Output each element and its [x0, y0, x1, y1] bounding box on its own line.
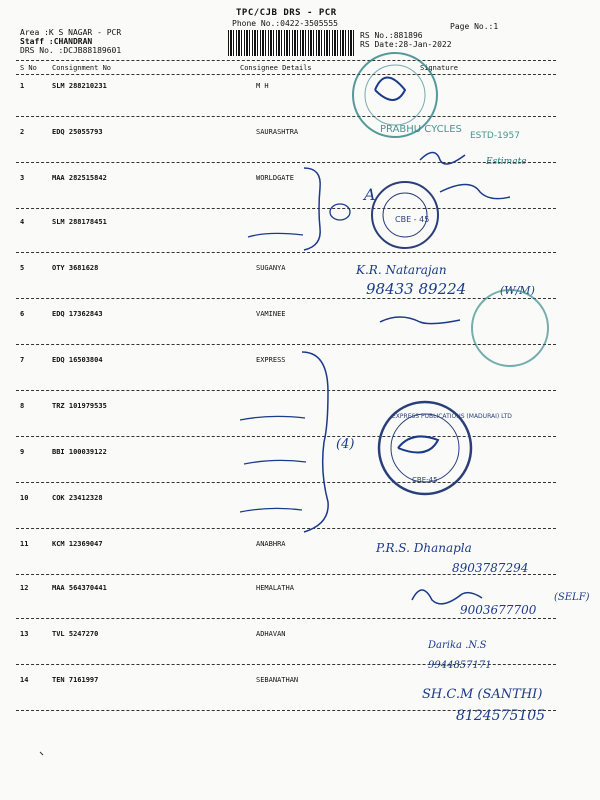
row-sno: 6 — [20, 310, 25, 318]
row8-dash-mark — [240, 416, 305, 420]
row-consignment-no: SLM 288178451 — [52, 218, 107, 226]
row-sno: 8 — [20, 402, 25, 410]
row-sno: 3 — [20, 174, 25, 182]
row-consignee: VAMINEE — [256, 310, 286, 318]
stamp4-text: EXPRESS PUBLICATIONS (MADURAI) LTD — [392, 413, 512, 420]
row-sno: 13 — [20, 630, 29, 638]
row-consignee: ANABHRA — [256, 540, 286, 548]
scan-speck — [40, 752, 43, 755]
row-consignee: WORLDGATE — [256, 174, 294, 182]
row-sno: 10 — [20, 494, 29, 502]
staff-label: Staff :CHANDRAN — [20, 37, 93, 46]
row3-signature — [440, 185, 510, 199]
row4-dash-mark — [248, 233, 303, 237]
row-consignment-no: EDQ 16503804 — [52, 356, 103, 364]
row-consignment-no: MAA 564370441 — [52, 584, 107, 592]
document-title: TPC/CJB DRS - PCR — [236, 8, 337, 18]
row5-name: K.R. Natarajan — [356, 263, 447, 277]
row11-name: P.R.S. Dhanapla — [376, 541, 472, 555]
row-consignee: SAURASHTRA — [256, 128, 299, 136]
row14-name: SH.C.M (SANTHI) — [422, 687, 543, 702]
row6-stamp — [472, 290, 548, 366]
row5-phone: 98433 89224 — [366, 280, 467, 298]
row2-signature — [420, 153, 465, 165]
row-consignee: SEBANATHAN — [256, 676, 299, 684]
row-consignment-no: COK 23412328 — [52, 494, 103, 502]
row-consignee: M H — [256, 82, 269, 90]
row-sno: 11 — [20, 540, 29, 548]
col-signature: Signature — [420, 64, 458, 72]
row-consignment-no: KCM 12369047 — [52, 540, 103, 548]
row11-phone: 8903787294 — [452, 561, 529, 575]
row-consignment-no: OTY 3681628 — [52, 264, 99, 272]
col-consignee: Consignee Details — [240, 64, 312, 72]
row13-name: Darika .N.S — [428, 640, 487, 651]
row-sno: 5 — [20, 264, 25, 272]
row-sno: 7 — [20, 356, 25, 364]
row-consignee: SUGANYA — [256, 264, 286, 272]
row12-signature — [412, 590, 482, 604]
stamp2-text: ESTD-1957 — [470, 131, 520, 141]
row-consignment-no: BBI 100039122 — [52, 448, 107, 456]
row-consignee: HEMALATHA — [256, 584, 294, 592]
bracket-row7-10 — [302, 352, 328, 532]
rs-number: RS No.:881896 — [360, 31, 423, 40]
row12-note: (SELF) — [554, 592, 590, 603]
row-sno: 14 — [20, 676, 29, 684]
row10-dash-mark — [240, 508, 302, 512]
group-mark-a: A — [364, 185, 376, 204]
row13-phone: 9944857171 — [428, 660, 492, 671]
phone-number: Phone No.:0422-3505555 — [232, 19, 338, 28]
row-consignee: EXPRESS — [256, 356, 286, 364]
col-consignment: Consignment No — [52, 64, 112, 72]
row5-note: (W/M) — [500, 284, 535, 297]
row-consignment-no: TEN 7161997 — [52, 676, 99, 684]
drs-number: DRS No. :DCJB88189601 — [20, 46, 122, 55]
row-consignee: ADHAVAN — [256, 630, 286, 638]
row6-signature — [380, 317, 460, 324]
col-sno: S No — [20, 64, 37, 72]
row-consignment-no: TRZ 101979535 — [52, 402, 107, 410]
row12-phone: 9003677700 — [460, 603, 537, 617]
row14-phone: 8124575105 — [456, 708, 546, 724]
row-consignment-no: MAA 282515842 — [52, 174, 107, 182]
row-sno: 12 — [20, 584, 29, 592]
row-consignment-no: SLM 288210231 — [52, 82, 107, 90]
row-sno: 1 — [20, 82, 25, 90]
stamp4-sub: CBE-45 — [412, 476, 438, 484]
row-sno: 2 — [20, 128, 25, 136]
estimate-text: Estimate — [486, 157, 527, 167]
bracket-row3-4 — [304, 168, 320, 250]
row-consignment-no: EDQ 17362843 — [52, 310, 103, 318]
page-number: Page No.:1 — [450, 22, 499, 31]
row9-dash-mark — [244, 460, 306, 464]
row3-4-circle — [330, 204, 350, 220]
row-sno: 9 — [20, 448, 25, 456]
row-consignment-no: TVL 5247270 — [52, 630, 99, 638]
group-mark-b: (4) — [336, 437, 355, 452]
stamp1-text: PRABHU CYCLES — [380, 124, 462, 135]
rs-date: RS Date:28-Jan-2022 — [360, 40, 452, 49]
area-label: Area :K S NAGAR - PCR — [20, 28, 122, 37]
row-sno: 4 — [20, 218, 25, 226]
row-consignment-no: EDQ 25055793 — [52, 128, 103, 136]
stamp3-text: CBE - 45 — [395, 215, 430, 224]
